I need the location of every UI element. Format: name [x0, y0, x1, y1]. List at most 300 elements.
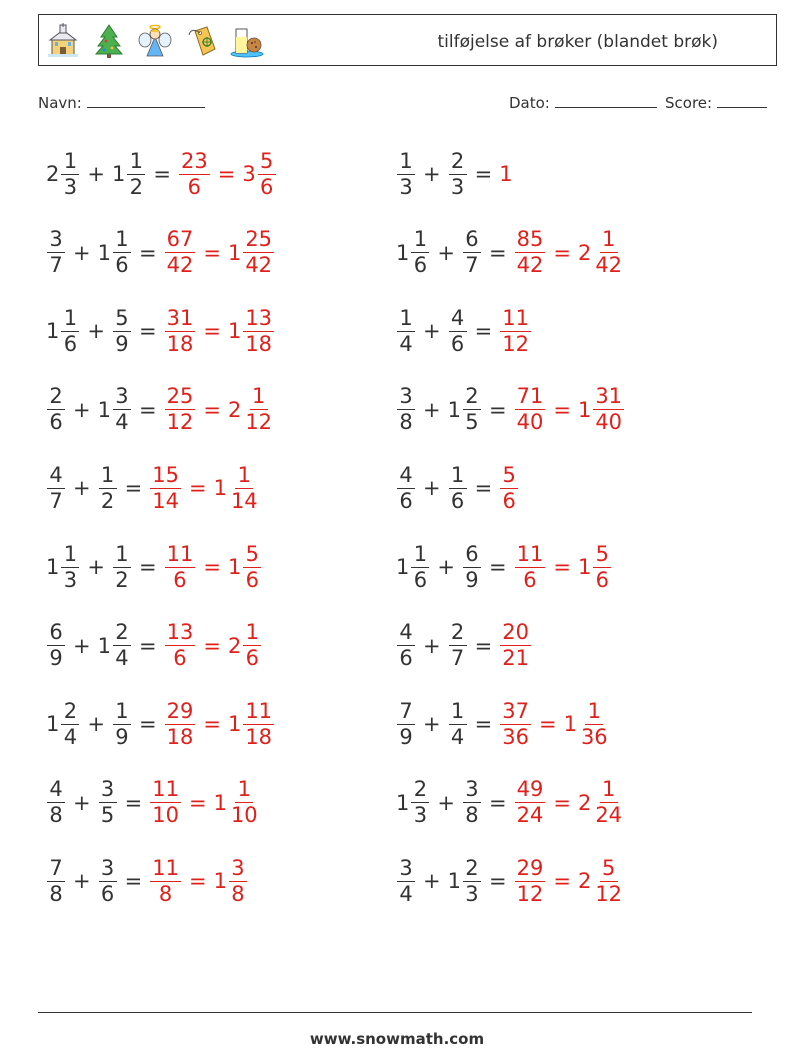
answer-mixed-number	[214, 779, 261, 826]
denominator: 6	[399, 646, 413, 671]
numerator: 1	[250, 386, 268, 410]
answer	[178, 148, 277, 199]
denominator: 12	[502, 331, 529, 356]
equals-sign: =	[124, 869, 143, 894]
fraction	[61, 148, 79, 199]
answer-improper-fraction	[515, 386, 546, 433]
whole-number: 3	[242, 162, 256, 186]
equals-sign: =	[488, 555, 507, 579]
numerator: 2	[463, 386, 481, 410]
problem-row	[46, 301, 275, 361]
numerator: 5	[258, 151, 276, 175]
numerator: 4	[397, 622, 415, 646]
fraction	[463, 229, 481, 276]
equals-sign: =	[124, 790, 143, 815]
answer-mixed-number	[563, 698, 611, 749]
fraction	[593, 229, 624, 276]
addend-a	[396, 541, 430, 592]
denominator: 9	[115, 331, 129, 356]
equals-sign: =	[474, 476, 493, 501]
numerator: 3	[99, 779, 117, 803]
answer-improper-fraction	[165, 698, 196, 749]
plus-sign: +	[87, 319, 105, 344]
denominator: 8	[399, 410, 413, 435]
denominator: 9	[465, 567, 479, 592]
denominator: 4	[115, 646, 129, 671]
equals-sign: =	[474, 633, 493, 658]
numerator: 85	[516, 227, 544, 252]
equals-sign: =	[474, 162, 493, 186]
answer-mixed-number	[577, 541, 612, 592]
whole-number: 1	[396, 555, 410, 579]
problem-row	[46, 694, 275, 754]
whole-number: 1	[227, 712, 242, 737]
whole-number: 1	[227, 319, 242, 344]
denominator: 14	[152, 488, 179, 513]
whole-number: 1	[227, 555, 242, 579]
addend-b	[448, 148, 468, 199]
answer-improper-fraction	[165, 386, 196, 433]
denominator: 6	[595, 567, 609, 592]
addend-a	[396, 305, 416, 356]
answer-improper-fraction	[500, 698, 531, 749]
numerator: 1	[99, 465, 117, 489]
name-blank[interactable]	[87, 93, 205, 108]
whole-number: 2	[46, 162, 60, 186]
problem-row	[396, 616, 532, 676]
addend-a	[396, 855, 416, 906]
plus-sign: +	[437, 790, 455, 815]
denominator: 42	[245, 253, 273, 278]
header-icons	[45, 21, 265, 61]
whole-number: 1	[46, 319, 60, 344]
numerator: 25	[245, 227, 273, 252]
fraction	[47, 229, 65, 276]
answer	[514, 386, 625, 433]
denominator: 4	[115, 410, 129, 435]
worksheet-title: tilføjelse af brøker (blandet brøk)	[437, 32, 718, 52]
fraction	[449, 698, 467, 749]
addend-b	[448, 386, 482, 433]
addend-b	[462, 229, 482, 276]
numerator: 3	[463, 779, 481, 803]
fraction	[579, 698, 610, 749]
denominator: 3	[413, 803, 428, 828]
denominator: 7	[465, 253, 479, 278]
addend-b	[448, 462, 468, 513]
numerator: 1	[61, 308, 79, 332]
whole-number: 1	[227, 240, 242, 265]
plus-sign: +	[423, 633, 441, 658]
denominator: 8	[465, 803, 479, 828]
problem-row	[396, 851, 625, 911]
numerator: 1	[397, 151, 415, 175]
denominator: 18	[245, 724, 273, 749]
answer-mixed-number	[227, 305, 275, 356]
denominator: 6	[450, 488, 465, 513]
numerator: 1	[235, 465, 253, 489]
addend-b	[447, 855, 482, 906]
fraction	[47, 855, 65, 906]
answer	[499, 305, 532, 356]
plus-sign: +	[73, 633, 91, 658]
problem-row	[396, 144, 513, 204]
numerator: 2	[47, 386, 65, 410]
denominator: 10	[152, 803, 179, 828]
answer-mixed-number	[213, 855, 248, 906]
addend-b	[462, 779, 482, 826]
answer	[499, 162, 512, 186]
equals-sign: =	[553, 555, 571, 579]
plus-sign: +	[423, 712, 441, 737]
equals-sign: =	[138, 633, 157, 658]
answer-mixed-number	[227, 698, 275, 749]
numerator: 11	[502, 305, 529, 330]
numerator: 7	[47, 858, 65, 882]
equals-sign: =	[553, 869, 571, 894]
numerator: 1	[397, 308, 415, 332]
answer-improper-fraction	[165, 622, 196, 669]
numerator: 23	[180, 148, 208, 173]
numerator: 6	[463, 229, 481, 253]
answer-mixed-number	[578, 779, 625, 826]
problem-row	[46, 773, 261, 833]
numerator: 3	[397, 386, 415, 410]
denominator: 40	[516, 410, 544, 435]
addend-b	[98, 229, 132, 276]
numerator: 4	[397, 465, 415, 489]
date-field[interactable]	[509, 93, 657, 112]
addend-a	[46, 148, 80, 199]
equals-sign: =	[138, 397, 157, 422]
numerator: 7	[397, 701, 415, 725]
numerator: 1	[61, 151, 79, 175]
denominator: 6	[115, 253, 129, 278]
denominator: 3	[399, 174, 413, 199]
addend-a	[46, 305, 80, 356]
denominator: 7	[450, 646, 465, 671]
equals-sign: =	[188, 790, 207, 815]
addend-a	[46, 462, 66, 513]
answer-improper-fraction	[515, 541, 546, 592]
denominator: 6	[523, 567, 537, 592]
equals-sign: =	[138, 712, 157, 737]
whole-number: 2	[577, 790, 592, 815]
fraction	[113, 622, 131, 669]
denominator: 42	[166, 253, 194, 278]
addend-b	[112, 698, 132, 749]
answer-mixed-number	[578, 386, 625, 433]
fraction	[593, 855, 624, 906]
denominator: 6	[260, 174, 274, 199]
plus-sign: +	[73, 397, 91, 422]
fraction	[243, 229, 274, 276]
problem-row	[396, 773, 625, 833]
numerator: 2	[113, 622, 131, 646]
denominator: 7	[49, 488, 63, 513]
numerator: 2	[411, 779, 429, 803]
fraction	[411, 541, 429, 592]
answer-whole: 1	[499, 162, 513, 186]
answer	[514, 779, 625, 826]
plus-sign: +	[423, 869, 441, 894]
fraction	[463, 541, 481, 592]
answer	[499, 698, 610, 749]
numerator: 6	[463, 544, 481, 568]
problem-row	[396, 380, 625, 440]
addend-a	[396, 386, 416, 433]
addend-b	[112, 305, 132, 356]
equals-sign: =	[217, 162, 236, 186]
milk-and-cookie-icon	[229, 23, 265, 59]
whole-number: 2	[577, 240, 592, 265]
problem-row	[46, 537, 262, 597]
answer	[514, 541, 613, 592]
equals-sign: =	[203, 633, 221, 658]
numerator: 11	[152, 777, 179, 802]
answer-mixed-number	[213, 462, 261, 513]
equals-sign: =	[203, 397, 221, 422]
name-field[interactable]	[38, 93, 205, 112]
plus-sign: +	[87, 162, 105, 186]
denominator: 14	[230, 488, 258, 513]
numerator: 1	[113, 544, 131, 568]
plus-sign: +	[73, 240, 91, 265]
numerator: 4	[47, 779, 65, 803]
denominator: 2	[100, 488, 115, 513]
numerator: 5	[500, 465, 518, 489]
numerator: 5	[243, 544, 261, 568]
numerator: 11	[166, 541, 194, 566]
equals-sign: =	[538, 712, 557, 737]
problem-row	[46, 851, 248, 911]
footer-url: www.snowmath.com	[309, 1030, 485, 1048]
numerator: 37	[502, 698, 529, 723]
fraction	[229, 855, 247, 906]
answer	[499, 462, 519, 513]
numerator: 1	[61, 544, 79, 568]
fraction	[449, 305, 467, 356]
equals-sign: =	[124, 476, 143, 501]
addend-a	[46, 698, 80, 749]
denominator: 6	[245, 646, 259, 671]
numerator: 31	[595, 384, 623, 409]
whole-number: 1	[447, 397, 461, 422]
problem-row	[46, 380, 275, 440]
equals-sign: =	[553, 240, 571, 265]
answer	[164, 229, 275, 276]
denominator: 6	[173, 567, 187, 592]
whole-number: 1	[213, 476, 227, 501]
numerator: 29	[516, 855, 544, 880]
denominator: 4	[63, 724, 78, 749]
score-blank[interactable]	[717, 93, 767, 108]
fraction	[593, 779, 624, 826]
answer-mixed-number	[228, 622, 262, 669]
problem-row	[396, 223, 625, 283]
denominator: 2	[115, 567, 129, 592]
worksheet-header	[38, 14, 777, 66]
fraction	[113, 229, 131, 276]
denominator: 12	[516, 881, 544, 906]
fraction	[243, 698, 274, 749]
equals-sign: =	[138, 319, 157, 344]
numerator: 13	[245, 305, 273, 330]
plus-sign: +	[437, 240, 455, 265]
denominator: 12	[245, 410, 273, 435]
addend-b	[448, 622, 468, 669]
whole-number: 1	[447, 869, 461, 894]
plus-sign: +	[437, 555, 455, 579]
denominator: 3	[465, 881, 479, 906]
numerator: 67	[166, 227, 194, 252]
whole-number: 1	[577, 555, 592, 579]
fraction	[258, 148, 276, 199]
numerator: 5	[113, 308, 131, 332]
addend-a	[46, 622, 66, 669]
denominator: 5	[100, 803, 115, 828]
denominator: 9	[49, 646, 63, 671]
denominator: 6	[63, 331, 78, 356]
numerator: 1	[585, 701, 603, 725]
footer-divider	[38, 1012, 752, 1013]
equals-sign: =	[553, 397, 571, 422]
denominator: 4	[399, 881, 413, 906]
answer-improper-fraction	[515, 229, 546, 276]
equals-sign: =	[188, 476, 207, 501]
angel-icon	[137, 23, 173, 59]
numerator: 6	[47, 622, 65, 646]
numerator: 15	[152, 462, 179, 487]
numerator: 2	[61, 701, 79, 725]
equals-sign: =	[138, 555, 157, 579]
denominator: 24	[595, 803, 623, 828]
plus-sign: +	[73, 869, 91, 894]
whole-number: 1	[111, 162, 126, 186]
answer-improper-fraction	[500, 462, 518, 513]
addend-a	[46, 855, 66, 906]
whole-number: 1	[97, 397, 111, 422]
numerator: 3	[99, 858, 117, 882]
problem-row	[46, 458, 261, 518]
addend-b	[112, 541, 132, 592]
denominator: 4	[450, 724, 465, 749]
church-icon	[45, 23, 81, 59]
equals-sign: =	[153, 162, 171, 186]
whole-number: 2	[227, 397, 242, 422]
answer-improper-fraction	[150, 462, 181, 513]
answer	[164, 698, 275, 749]
denominator: 21	[502, 646, 529, 671]
numerator: 1	[235, 779, 253, 803]
date-blank[interactable]	[555, 93, 657, 108]
numerator: 3	[229, 858, 247, 882]
whole-number: 1	[577, 397, 592, 422]
denominator: 12	[595, 881, 623, 906]
denominator: 42	[595, 253, 623, 278]
plus-sign: +	[73, 790, 91, 815]
answer-mixed-number	[242, 148, 276, 199]
addend-a	[396, 229, 430, 276]
denominator: 6	[502, 488, 516, 513]
numerator: 3	[47, 229, 65, 253]
equals-sign: =	[203, 240, 221, 265]
denominator: 6	[49, 410, 63, 435]
fraction	[463, 855, 481, 906]
denominator: 3	[63, 174, 78, 199]
equals-sign: =	[203, 712, 221, 737]
fraction	[61, 305, 79, 356]
problem-row	[46, 144, 277, 204]
score-field[interactable]	[665, 93, 767, 112]
numerator: 1	[411, 229, 429, 253]
problem-row	[396, 458, 519, 518]
numerator: 11	[516, 541, 544, 566]
numerator: 20	[502, 620, 529, 645]
whole-number: 2	[577, 869, 592, 894]
addend-a	[46, 229, 66, 276]
equals-sign: =	[203, 319, 221, 344]
denominator: 7	[49, 253, 63, 278]
denominator: 3	[63, 567, 78, 592]
answer-mixed-number	[228, 229, 275, 276]
fraction	[593, 541, 611, 592]
denominator: 36	[502, 724, 529, 749]
addend-b	[462, 541, 482, 592]
fraction	[243, 622, 261, 669]
answer	[164, 386, 275, 433]
equals-sign: =	[488, 869, 507, 894]
fraction	[243, 541, 261, 592]
denominator: 8	[49, 881, 63, 906]
plus-sign: +	[423, 162, 441, 186]
addend-a	[396, 622, 416, 669]
numerator: 1	[600, 229, 618, 253]
fraction	[397, 305, 415, 356]
answer-improper-fraction	[500, 305, 531, 356]
fraction	[127, 148, 145, 199]
problem-row	[396, 301, 532, 361]
fraction	[99, 462, 117, 513]
denominator: 42	[516, 253, 544, 278]
fraction	[47, 779, 65, 826]
fraction	[397, 698, 415, 749]
fraction	[47, 462, 65, 513]
numerator: 2	[463, 858, 481, 882]
denominator: 5	[465, 410, 479, 435]
plus-sign: +	[87, 712, 105, 737]
plus-sign: +	[87, 555, 105, 579]
denominator: 40	[595, 410, 623, 435]
fraction	[113, 305, 131, 356]
whole-number: 1	[97, 633, 111, 658]
equals-sign: =	[474, 712, 493, 737]
fraction	[397, 462, 415, 513]
fraction	[47, 622, 65, 669]
addend-b	[98, 462, 118, 513]
denominator: 2	[129, 174, 144, 199]
fraction	[449, 462, 467, 513]
plus-sign: +	[423, 397, 441, 422]
addend-b	[98, 386, 132, 433]
fraction	[61, 541, 79, 592]
answer	[164, 541, 263, 592]
numerator: 29	[166, 698, 194, 723]
fraction	[113, 386, 131, 433]
addend-a	[46, 779, 66, 826]
answer-improper-fraction	[515, 855, 546, 906]
whole-number: 1	[46, 712, 60, 737]
